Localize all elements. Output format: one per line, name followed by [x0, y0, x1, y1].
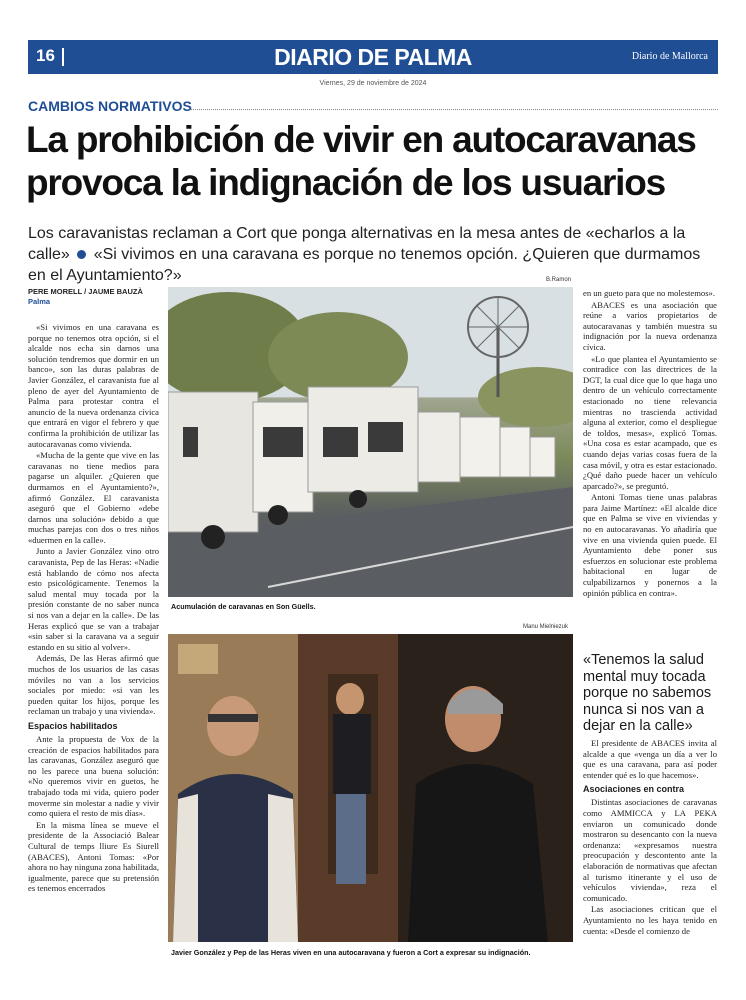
photo-credit: B.Ramon: [546, 277, 572, 283]
kicker: CAMBIOS NORMATIVOS: [28, 98, 192, 114]
brand-logo: Diario de Mallorca: [631, 51, 708, 62]
paragraph: «Lo que plantea el Ayuntamiento se contradice con las directrices de la DGT, la cual dice que lo que haga uno dentro de un vehículo correctamente estacionado no tiene relevancia mientras no trascienda actividad alguna al exterior, como el despliegue de toldos, mesas», explicó Tomas. «Una cosa es estar acampado, que es cuando dejas varias cosas fuera de la casa móvil, y otra es estar estacionado. ¿Qué daño puede hacer un vehículo aparcado?», se preguntó.: [583, 353, 717, 491]
byline-city: Palma: [28, 297, 51, 306]
paragraph: Antoni Tomas tiene unas palabras para Jaime Martínez: «El alcalde dice que en Palma se vive en viviendas y no en autocaravanas. Yo añadiría que vive en una vivienda quien puede. El Ayuntamiento debe poner sus esfuerzos en solucionar este problema habitacional en lugar de culpabilizarnos y ponernos a la opinión pública en contra».: [583, 492, 717, 598]
paragraph: en un gueto para que no molestemos».: [583, 288, 715, 298]
subhead-part-1: Los caravanistas reclaman a Cort que ponga alternativas en la mesa antes de «echarlos a la calle»: [28, 225, 686, 263]
photo-caption: Javier González y Pep de las Heras viven en una autocaravana y fueron a Cort a expresar su indignación.: [171, 948, 531, 957]
pull-quote: «Tenemos la salud mental muy tocada porque no sabemos nunca si nos van a dejar en la calle»: [583, 652, 712, 734]
caravans-illustration: [168, 287, 573, 597]
subheadline: [28, 223, 720, 286]
section-title: DIARIO DE PALMA: [274, 44, 472, 70]
kicker-rule: [190, 109, 718, 110]
paragraph: Ante la propuesta de Vox de la creación de espacios habilitados para las caravanas, González aseguró que no les parece una buena solución: «No queremos vivir en guetos, he trabajado toda mi vida, quiero poder moverme sin molestar a nadie y vivir como quiera el resto de mis días».: [28, 733, 159, 819]
headline: La prohibición de vivir en autocaravanas provoca la indignación de los usuarios: [26, 119, 696, 203]
section-heading: Asociaciones en contra: [583, 784, 685, 795]
portrait-illustration: [168, 634, 573, 942]
photo-portrait: [168, 634, 573, 942]
paragraph: Junto a Javier González vino otro caravanista, Pep de las Heras: «Nadie está hablando de cómo nos afecta esto psicológicamente. Tenemos la salud mental muy tocada por la presión constante de no saber nunca si nos van a dejar en la calle». De las Heras explicó que se van a trabajar «sin saber si la caravana va a seguir estando en su sitio al volver».: [28, 546, 159, 652]
masthead-bar: [28, 40, 718, 74]
byline-authors: PERE MORELL / JAUME BAUZÀ: [28, 287, 143, 296]
article-column-3: [583, 288, 717, 635]
paragraph: El presidente de ABACES invita al alcalde a que «venga un día a ver lo que es una caravana, para así poder entender qué es lo que hacemos».: [583, 738, 717, 780]
paragraph: ABACES es una asociación que reúne a varios propietarios de autocaravanas y también muestra su indignación por la nueva ordenanza cívica.: [583, 299, 717, 352]
photo-caption: Acumulación de caravanas en Son Güells.: [171, 602, 316, 611]
paragraph: «Mucha de la gente que vive en las caravanas no tiene medios para pagarse un alquiler. ¿Quieren que durmamos en el Ayuntamiento?», afirmó González. El caravanista aseguró que el Gobierno «debe darnos una solución» debido a que muchas parejas con dos o tres niños «duermen en la calle».: [28, 450, 159, 545]
article-column-1: [28, 322, 159, 962]
photo-caravans: [168, 287, 573, 597]
paragraph: En la misma línea se mueve el presidente de la Associació Balear Cultural de temps lliure Es Siurell (ABACES), Antoni Tomas: «Por ahora no hay ninguna zona habilitada, igualmente, parece que su pretensión es tenemos encerrados: [28, 819, 159, 894]
photo-credit: Manu Mielniezuk: [523, 624, 569, 630]
bullet-dot-icon: [77, 250, 86, 259]
paragraph: Las asociaciones critican que el Ayuntamiento no les haya tenido en cuenta: «Desde el comienzo de: [583, 904, 717, 936]
article-column-3b: [583, 738, 717, 963]
paragraph: «Si vivimos en una caravana es porque no tenemos otra opción, si el alcalde nos echa sin darnos una solución tendremos que dormir en un banco», son las duras palabras de Javier González, el caravanista fue al pleno de ayer del Ayuntamiento de Palma para protestar contra el anuncio de la nueva ordenanza cívica que entrará en vigor el febrero y que confirma la prohibición de utilizar las autocaravanas como vivienda.: [28, 322, 159, 449]
paragraph: Además, De las Heras afirmó que muchos de los usuarios de las casas móviles no van a los servicios sociales por miedo: «si van les pueden quitar los hijos, porque les reclaman un trabajo y una vivienda».: [28, 653, 159, 717]
page-number: 16: [36, 46, 55, 65]
section-heading: Espacios habilitados: [28, 720, 118, 731]
subhead-part-2: «Si vivimos en una caravana es porque no tenemos opción. ¿Quieren que durmamos en el Ayuntamiento?»: [28, 246, 701, 284]
paragraph: Distintas asociaciones de caravanas como AMMICCA y LA PEKA enviaron un comunicado donde mostraron su desencanto con la nueva ordenanza: «expresamos nuestra preocupación y descontento ante la elaboración de normativas que afectan al turismo itinerante y el uso de vehículos vivienda», reza el comunicado.: [583, 797, 717, 903]
dateline: Viernes, 29 de noviembre de 2024: [319, 80, 427, 87]
